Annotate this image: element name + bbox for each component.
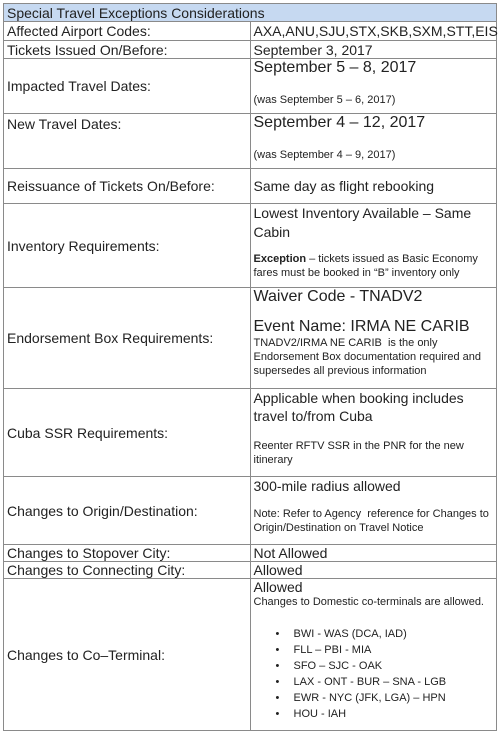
table-row — [4, 22, 497, 41]
new-dates-note: (was September 4 – 9, 2017) — [253, 149, 396, 161]
table-row — [4, 288, 497, 389]
exception-text: – tickets issued as Basic Economy fares must be booked in “B” inventory only — [253, 253, 478, 279]
event-name: Event Name: IRMA NE CARIB — [253, 318, 470, 335]
row-label: Affected Airport Codes: — [4, 22, 251, 41]
row-value: Allowed — [250, 562, 497, 579]
row-value — [250, 59, 497, 114]
coterminal-list — [254, 626, 494, 722]
row-label: Changes to Stopover City: — [4, 545, 251, 562]
row-value: AXA,ANU,SJU,STX,SKB,SXM,STT,EIS — [250, 22, 497, 41]
impacted-dates: September 5 – 8, 2017 — [253, 59, 417, 76]
row-label: Endorsement Box Requirements: — [4, 288, 251, 389]
table-row — [4, 114, 497, 169]
table-row — [4, 562, 497, 579]
table-row — [4, 389, 497, 477]
row-label: Tickets Issued On/Before: — [4, 41, 251, 59]
list-item: • BWI - WAS (DCA, IAD) — [294, 626, 494, 642]
list-item: • SFO – SJC - OAK — [294, 658, 494, 674]
row-value — [250, 114, 497, 169]
coterminal-note: Changes to Domestic co-terminals are allowed. — [253, 596, 484, 608]
row-value — [250, 477, 497, 545]
row-label: New Travel Dates: — [4, 114, 251, 169]
exception-label: Exception — [253, 253, 307, 265]
origin-note: Note: Refer to Agency reference for Changes to Origin/Destination on Travel Notice — [253, 508, 492, 534]
exceptions-table — [3, 3, 497, 731]
row-label: Changes to Co–Terminal: — [4, 579, 251, 731]
waiver-code: Waiver Code - TNADV2 — [253, 288, 423, 305]
table-row — [4, 59, 497, 114]
cuba-note: Reenter RFTV SSR in the PNR for the new itinerary — [253, 440, 464, 466]
table-row — [4, 579, 497, 731]
list-item: • HOU - IAH — [294, 706, 494, 722]
row-value — [250, 579, 497, 731]
table-row — [4, 204, 497, 288]
row-label: Changes to Origin/Destination: — [4, 477, 251, 545]
new-dates: September 4 – 12, 2017 — [253, 114, 426, 131]
row-label: Changes to Connecting City: — [4, 562, 251, 579]
impacted-dates-note: (was September 5 – 6, 2017) — [253, 94, 396, 106]
row-value — [250, 389, 497, 477]
inventory-text: Lowest Inventory Available – Same Cabin — [253, 205, 472, 240]
table-title: Special Travel Exceptions Considerations — [4, 4, 497, 22]
row-label: Reissuance of Tickets On/Before: — [4, 169, 251, 204]
endorsement-note: TNADV2/IRMA NE CARIB is the only Endorsement Box documentation required and supersedes all previous information — [253, 337, 485, 377]
row-value: Same day as flight rebooking — [250, 169, 497, 204]
list-item: • EWR - NYC (JFK, LGA) – HPN — [294, 690, 494, 706]
origin-text: 300-mile radius allowed — [253, 478, 401, 494]
row-value — [250, 288, 497, 389]
row-value: September 3, 2017 — [250, 41, 497, 59]
inventory-note — [254, 252, 494, 280]
row-label: Impacted Travel Dates: — [4, 59, 251, 114]
table-header-row — [4, 4, 497, 22]
table-row — [4, 169, 497, 204]
row-label: Inventory Requirements: — [4, 204, 251, 288]
table-row — [4, 41, 497, 59]
row-label: Cuba SSR Requirements: — [4, 389, 251, 477]
cuba-text: Applicable when booking includes travel to/from Cuba — [253, 390, 464, 424]
list-item: • FLL – PBI - MIA — [294, 642, 494, 658]
row-value — [250, 204, 497, 288]
list-item: • LAX - ONT - BUR – SNA - LGB — [294, 674, 494, 690]
table-row — [4, 545, 497, 562]
coterminal-text: Allowed — [253, 579, 303, 595]
table-row — [4, 477, 497, 545]
row-value: Not Allowed — [250, 545, 497, 562]
